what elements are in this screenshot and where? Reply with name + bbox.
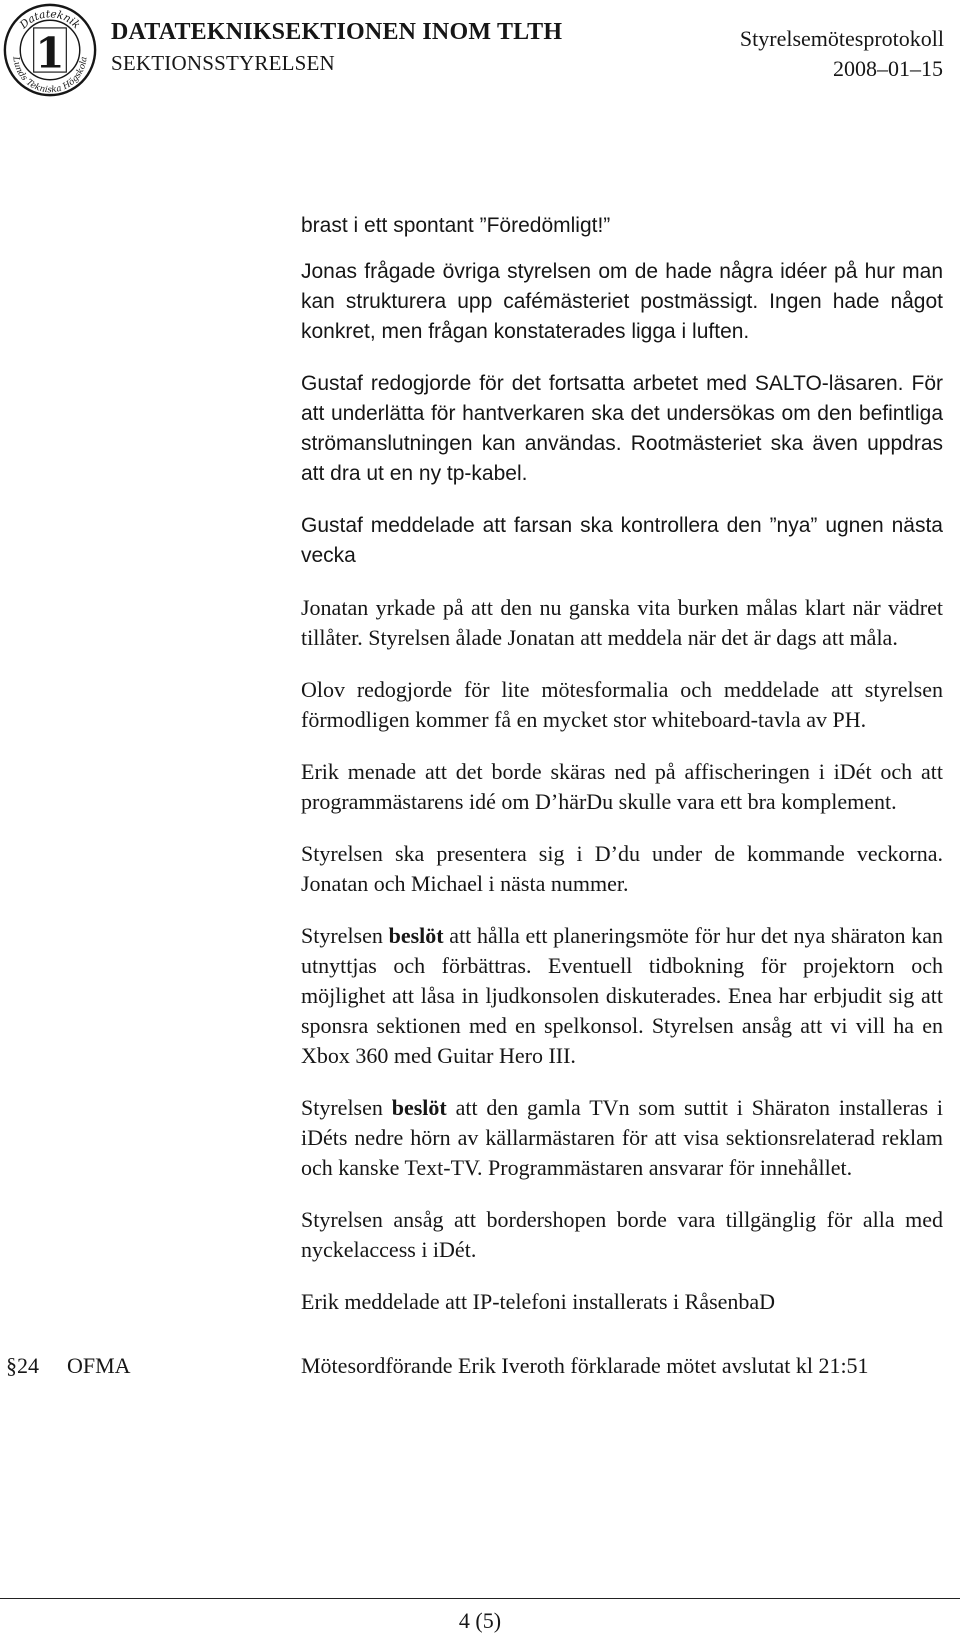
- minutes-paragraph: [301, 1205, 943, 1265]
- page-number: 4 (5): [458, 1608, 502, 1633]
- paragraph-text: Styrelsen ansåg att bordershopen borde vara tillgänglig för alla med nyckelaccess i iDét.: [301, 1207, 943, 1262]
- paragraph-text: Jonas frågade övriga styrelsen om de hade några idéer på hur man kan strukturera upp cafémästeriet postmässigt. Ingen hade något konkret, men frågan konstaterades ligga i luften.: [301, 260, 943, 343]
- paragraph-text: Olov redogjorde för lite mötesformalia och meddelade att styrelsen förmodligen kommer få en mycket stor whiteboard-tavla av PH.: [301, 677, 943, 732]
- paragraph-text: Styrelsen: [301, 923, 389, 948]
- svg-text:Lunds Tekniska Högskola: Lunds Tekniska Högskola: [10, 56, 90, 96]
- svg-text:Datateknik: Datateknik: [17, 8, 83, 32]
- document-type: Styrelsemötesprotokoll: [739, 26, 944, 51]
- minutes-paragraph: [301, 921, 943, 1071]
- decision-keyword: beslöt: [391, 1095, 447, 1120]
- organization-subtitle: SEKTIONSSTYRELSEN: [111, 51, 335, 75]
- minutes-paragraph: [301, 511, 943, 571]
- paragraph-text: Jonatan yrkade på att den nu ganska vita burken målas klart när vädret tillåter. Styrelsen ålade Jonatan att meddela när det är dags att måla.: [301, 595, 943, 650]
- minutes-paragraph: [301, 1287, 943, 1317]
- datateknik-seal-logo: [2, 2, 98, 98]
- minutes-paragraph: [301, 211, 943, 241]
- minutes-body: [301, 211, 943, 1339]
- minutes-paragraph: [301, 369, 943, 489]
- page-header: [0, 0, 960, 110]
- minutes-paragraph: [301, 757, 943, 817]
- paragraph-text: Gustaf meddelade att farsan ska kontrollera den ”nya” ugnen nästa vecka: [301, 514, 943, 567]
- paragraph-text: Erik menade att det borde skäras ned på affischeringen i iDét och att programmästarens idé om D’härDu skulle vara ett bra komplement.: [301, 759, 943, 814]
- paragraph-text: att den gamla TVn som suttit i Shäraton installeras i iDéts nedre hörn av källarmästaren för att visa sektionsrelaterad reklam och kanske Text-TV. Programmästaren ansvarar för innehållet.: [301, 1095, 943, 1180]
- svg-text:1: 1: [35, 27, 65, 78]
- minutes-paragraph: [301, 839, 943, 899]
- paragraph-text: att hålla ett planeringsmöte för hur det nya shäraton kan utnyttjas och förbättras. Eventuell tidbokning för projektorn och möjlighet att låsa in ljudkonsolen diskuterades. Enea har erbjudit sig att sponsra sektionen med en spelkonsol. Styrelsen ansåg att vi vill ha en Xbox 360 med Guitar Hero III.: [301, 923, 943, 1068]
- footer-divider: [0, 1598, 960, 1599]
- section-title: OFMA: [67, 1353, 131, 1378]
- minutes-paragraph: [301, 593, 943, 653]
- section-text: Mötesordförande Erik Iveroth förklarade mötet avslutat kl 21:51: [301, 1353, 869, 1378]
- section-number: §24: [6, 1353, 39, 1378]
- paragraph-text: Styrelsen ska presentera sig i D’du under de kommande veckorna. Jonatan och Michael i nästa nummer.: [301, 841, 943, 896]
- section-24: [0, 1353, 960, 1387]
- paragraph-text: Gustaf redogjorde för det fortsatta arbetet med SALTO-läsaren. För att underlätta för hantverkaren ska det undersökas om den befintliga strömanslutningen kan användas. Rootmästeriet ska även uppdras att dra ut en ny tp-kabel.: [301, 372, 943, 485]
- minutes-paragraph: [301, 257, 943, 347]
- paragraph-text: brast i ett spontant ”Föredömligt!”: [301, 214, 611, 237]
- decision-keyword: beslöt: [388, 923, 444, 948]
- organization-name: DATATEKNIKSEKTIONEN INOM TLTH: [111, 19, 563, 45]
- minutes-paragraph: [301, 675, 943, 735]
- minutes-paragraph: [301, 1093, 943, 1183]
- document-date: 2008–01–15: [833, 56, 943, 81]
- paragraph-text: Styrelsen: [301, 1095, 392, 1120]
- paragraph-text: Erik meddelade att IP-telefoni installerats i RåsenbaD: [301, 1289, 776, 1314]
